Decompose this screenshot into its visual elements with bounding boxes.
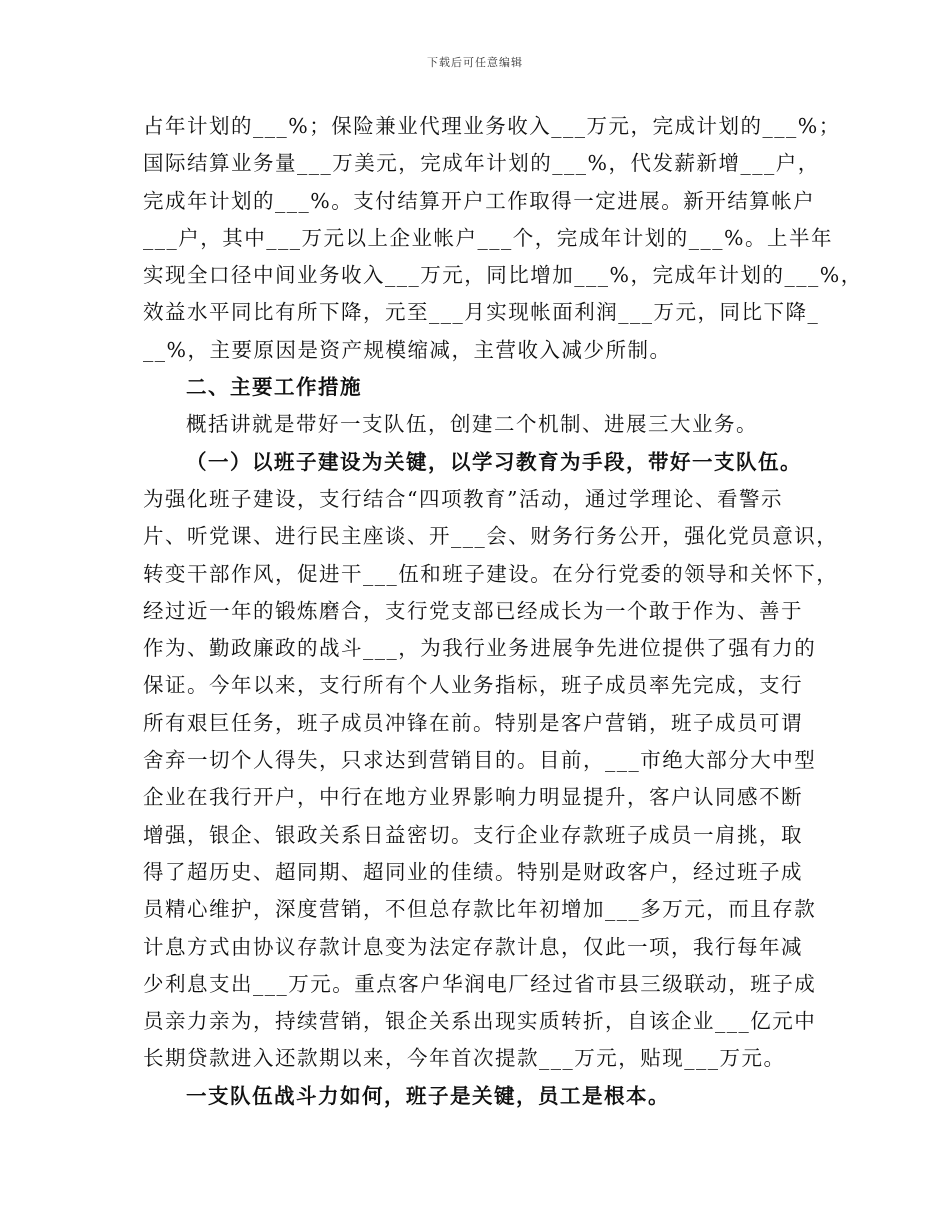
body-line: 转变干部作风，促进干___伍和班子建设。在分行党委的领导和关怀下，	[143, 561, 839, 586]
body-line: 舍弃一切个人得失，只求达到营销目的。目前，___市绝大部分大中型	[143, 748, 817, 773]
body-line: 效益水平同比有所下降，元至___月实现帐面利润___万元，同比下降_	[143, 300, 820, 325]
body-line: ___户，其中___万元以上企业帐户___个，完成年计划的___%。上半年	[143, 225, 833, 250]
body-line: 员亲力亲为，持续营销，银企关系出现实质转折，自该企业___亿元中	[143, 1009, 817, 1034]
body-line: 增强，银企、银政关系日益密切。支行企业存款班子成员一肩挑，取	[143, 822, 803, 847]
body-line: 长期贷款进入还款期以来，今年首次提款___万元，贴现___万元。	[143, 1046, 786, 1071]
body-line: 片、听党课、进行民主座谈、开___会、财务行务公开，强化党员意识，	[143, 524, 839, 549]
page-header: 下载后可任意编辑	[427, 56, 523, 69]
body-line: 作为、勤政廉政的战斗___，为我行业务进展争先进位提供了强有力的	[143, 636, 817, 661]
subsection-heading: （一）以班子建设为关键，以学习教育为手段，带好一支队伍。	[186, 449, 802, 474]
body-line: 国际结算业务量___万美元，完成年计划的___%，代发薪新增___户，	[143, 151, 820, 176]
body-line: 少利息支出___万元。重点客户华润电厂经过省市县三级联动，班子成	[143, 971, 817, 996]
body-line: 为强化班子建设，支行结合“四项教育”活动，通过学理论、看警示	[143, 486, 783, 511]
body-line: 计息方式由协议存款计息变为法定存款计息，仅此一项，我行每年减	[143, 934, 803, 959]
body-line: 占年计划的___%；保险兼业代理业务收入___万元，完成计划的___%；	[143, 114, 841, 138]
body-line: 得了超历史、超同期、超同业的佳绩。特别是财政客户，经过班子成	[143, 859, 803, 884]
document-body	[143, 108, 863, 1115]
body-line: 实现全口径中间业务收入___万元，同比增加___%，完成年计划的___%，	[143, 263, 863, 288]
body-line: 所有艰巨任务，班子成员冲锋在前。特别是客户营销，班子成员可谓	[143, 710, 803, 735]
body-line: 经过近一年的锻炼磨合，支行党支部已经成长为一个敢于作为、善于	[143, 598, 803, 623]
body-line: 员精心维护，深度营销，不但总存款比年初增加___多万元，而且存款	[143, 897, 817, 922]
body-line: __%，主要原因是资产规模缩减，主营收入减少所制。	[143, 337, 672, 362]
closing-bold-line: 一支队伍战斗力如何，班子是关键，员工是根本。	[186, 1083, 670, 1108]
body-line: 保证。今年以来，支行所有个人业务指标，班子成员率先完成，支行	[143, 673, 803, 698]
body-line: 企业在我行开户，中行在地方业界影响力明显提升，客户认同感不断	[143, 785, 803, 810]
section-heading: 二、主要工作措施	[186, 375, 362, 400]
body-line: 完成年计划的___%。支付结算开户工作取得一定进展。新开结算帐户	[143, 188, 816, 213]
summary-line: 概括讲就是带好一支队伍，创建二个机制、进展三大业务。	[186, 412, 758, 437]
